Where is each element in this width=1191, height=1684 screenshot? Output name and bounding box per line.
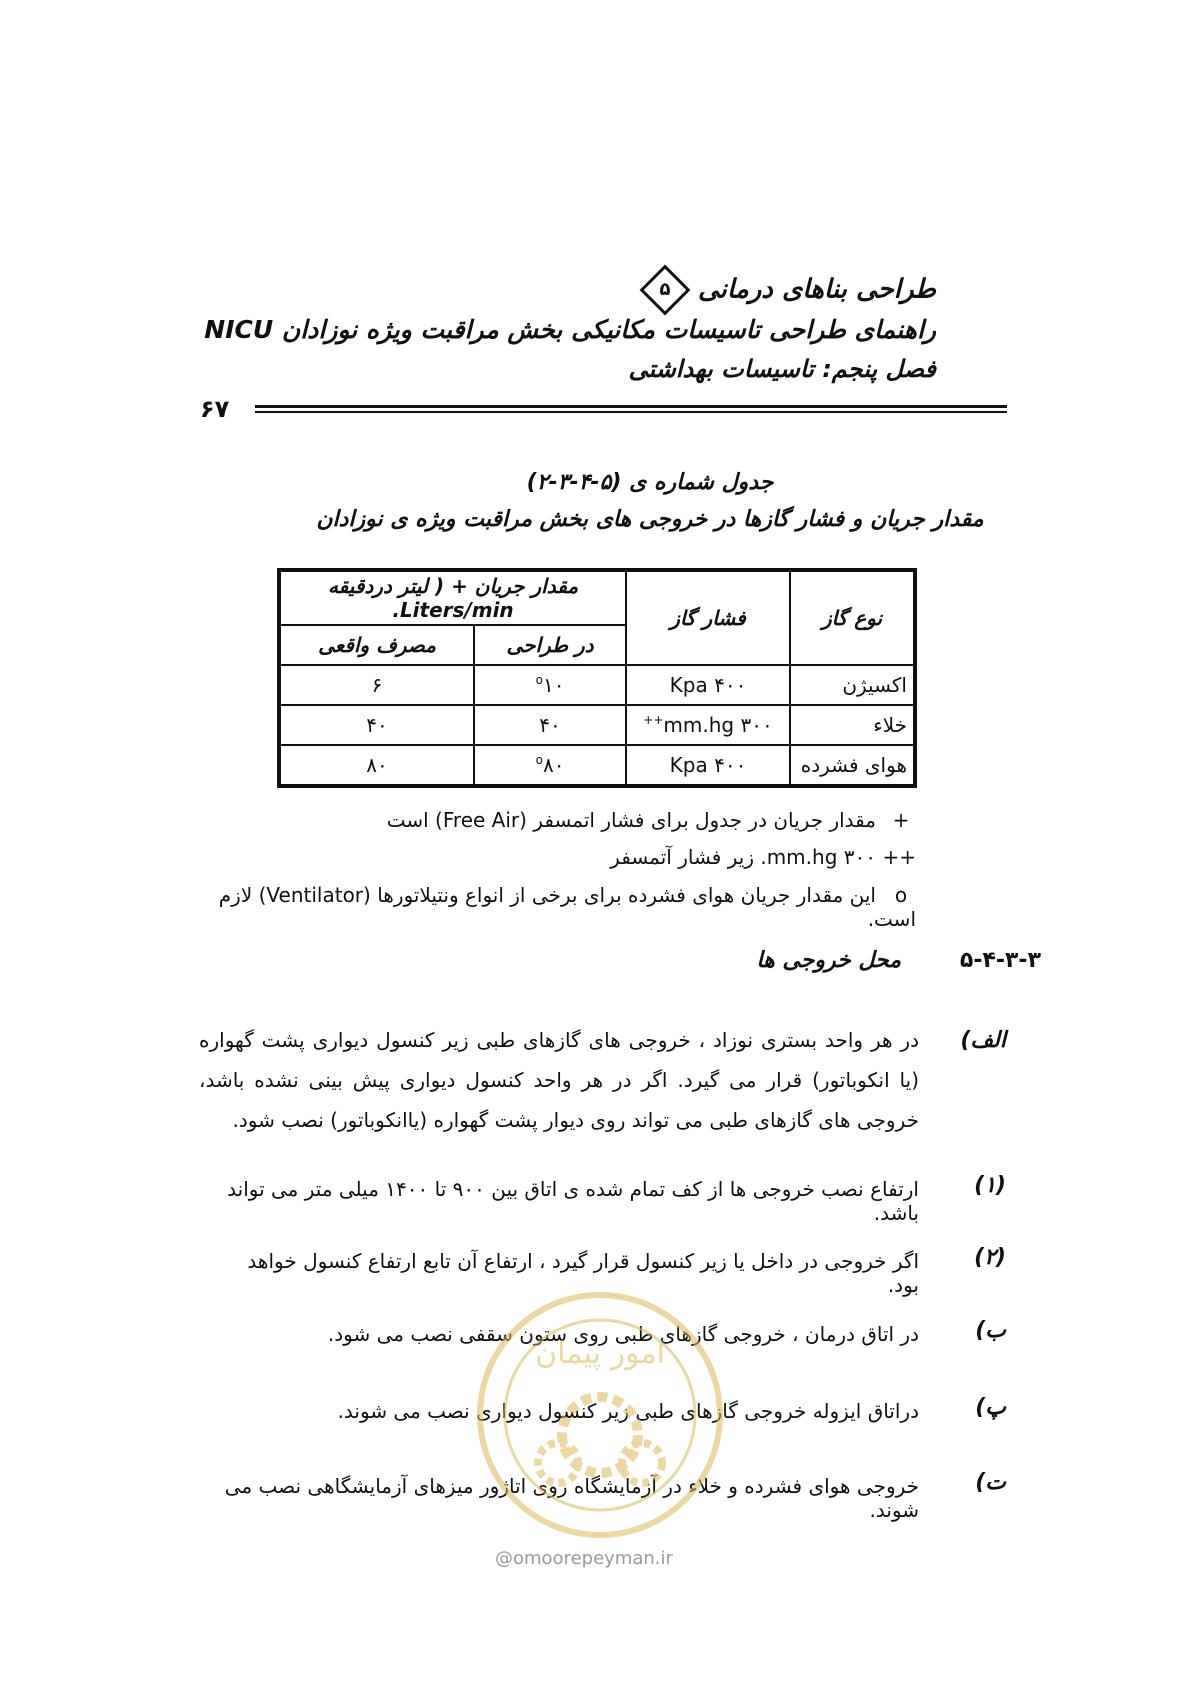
pressure-value: ۴۰۰ Kpa [669,673,747,697]
table-row [279,745,915,786]
gas-table [277,568,917,788]
series-number: ۵ [659,279,671,300]
note-symbol: ++ [882,845,916,869]
cell-gas: خلاء [790,705,915,745]
item-text-be: در اتاق درمان ، خروجی گازهای طبی روی ستون سقفی نصب می شود. [327,1322,919,1346]
chapter-title: فصل پنجم: تاسیسات بهداشتی [628,355,936,383]
watermark-seal [470,1285,730,1545]
note-symbol: o [894,883,908,907]
table-row [279,665,915,705]
item-text-pe: دراتاق ایزوله خروجی گازهای طبی زیر کنسول دیواری نصب می شوند. [337,1399,919,1423]
series-number-badge [639,265,690,316]
design-mark: o [535,673,543,687]
header-design: در طراحی [474,625,626,665]
header-gas-pressure: فشار گاز [626,570,790,665]
header-flow-group: مقدار جریان + ( لیتر دردقیقه Liters/min. [279,570,626,625]
item-text-te: خروجی هوای فشرده و خلاء در آزمایشگاه روی اتاژور میزهای آزمایشگاهی نصب می شوند. [224,1474,919,1522]
note-circle [216,883,916,931]
item-label-te: ت) [975,1470,1006,1495]
note-text: این مقدار جریان هوای فشرده برای برخی از انواع ونتیلاتورها (Ventilator) لازم است. [218,883,916,931]
cell-gas: هوای فشرده [790,745,915,786]
header-rule-bottom [255,411,1007,413]
item-text-1: ارتفاع نصب خروجی ها از کف تمام شده ی اتاق بین ۹۰۰ تا ۱۴۰۰ میلی متر می تواند باشد. [227,1177,919,1225]
item-text-alef: در هر واحد بستری نوزاد ، خروجی های گازهای طبی زیر کنسول دیواری پشت گهواره (یا انکوباتور) قرار می گیرد. اگر در هر واحد کنسول دیواری پیش بینی نشده باشد، خروجی های گازهای طبی می تواند روی دیوار پشت گهواره (یاانکوباتور) نصب شود. [199,1028,919,1132]
table-row [279,705,915,745]
item-text-2: اگر خروجی در داخل یا زیر کنسول قرار گیرد ، ارتفاع آن تابع ارتفاع کنسول خواهد بود. [247,1249,919,1297]
design-value: ۴۰ [539,713,561,737]
note-text: ۳۰۰ mm.hg. زیر فشار آتمسفر [610,845,876,869]
cell-gas: اکسیژن [790,665,915,705]
cell-actual: ۴۰ [279,705,474,745]
item-label-1: (۱) [974,1173,1006,1198]
table-title: مقدار جریان و فشار گازها در خروجی های بخش مراقبت ویژه ی نوزادان [316,507,984,532]
header-actual: مصرف واقعی [279,625,474,665]
cell-pressure [626,665,790,705]
item-label-pe: پ) [975,1395,1006,1420]
section-title: محل خروجی ها [756,948,901,973]
cell-design [474,705,626,745]
cell-actual: ۸۰ [279,745,474,786]
design-value: ۸۰ [542,753,565,777]
cell-design [474,665,626,705]
book-title-text: طراحی بناهای درمانی [698,274,936,305]
header-rule-top [255,405,1007,408]
pressure-mark: ++ [643,713,664,727]
item-label-alef: الف) [960,1028,1006,1053]
note-plus [216,808,916,832]
header-gas-type: نوع گاز [790,570,915,665]
table-number: جدول شماره ی (۵-۴-۳-۲) [526,470,774,495]
design-value: ۱۰ [542,673,565,697]
guide-title: راهنمای طراحی تاسیسات مکانیکی بخش مراقبت ویژه نوزادان NICU [204,315,936,344]
cell-design [474,745,626,786]
cell-pressure [626,705,790,745]
item-label-be: ب) [975,1318,1006,1343]
watermark-site: @omoorepeyman.ir [495,1548,673,1569]
item-label-2: (۲) [974,1245,1006,1270]
cell-actual: ۶ [279,665,474,705]
pressure-value: ۴۰۰ Kpa [669,753,747,777]
design-mark: o [535,753,543,767]
note-text: مقدار جریان در جدول برای فشار اتمسفر (Free Air) است [386,808,876,832]
pressure-value: ۳۰۰ mm.hg [663,713,773,737]
book-title [136,272,936,308]
table-header-row [279,570,915,625]
section-number: ۵-۴-۳-۳ [959,948,1041,973]
watermark-seal-text: امور پیمان [535,1336,665,1371]
cell-pressure [626,745,790,786]
note-symbol: + [892,808,910,832]
page-number: ۶۷ [200,395,230,423]
note-double-plus [216,845,916,869]
